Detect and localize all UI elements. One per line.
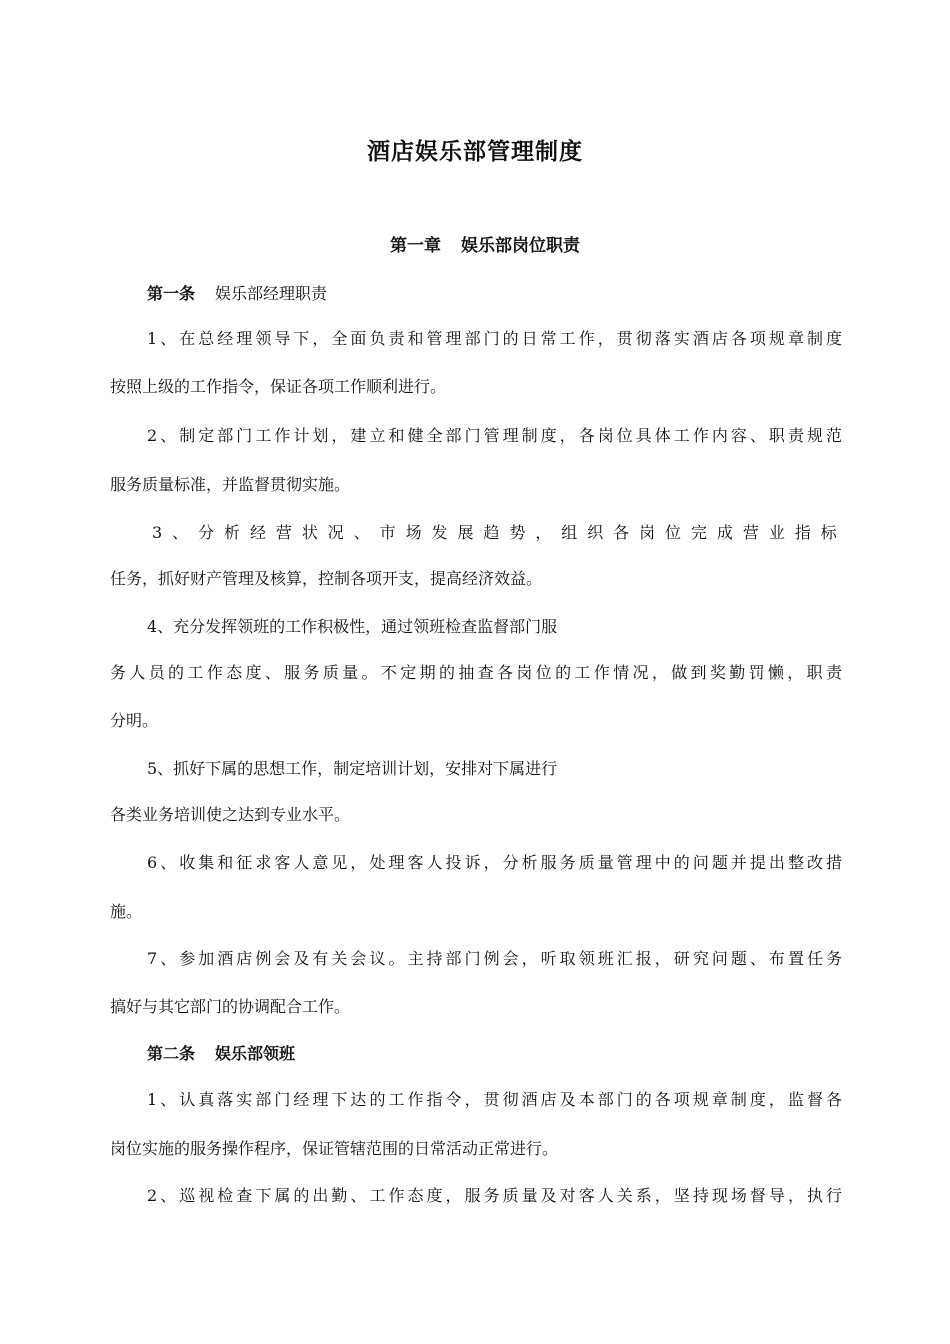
paragraph-line: 1、认真落实部门经理下达的工作指令，贯彻酒店及本部门的各项规章制度，监督各 [147,1090,842,1109]
paragraph-line: 各类业务培训使之达到专业水平。 [110,805,351,824]
paragraph-line: 务人员的工作态度、服务质量。不定期的抽查各岗位的工作情况，做到奖勤罚懒，职责 [110,663,842,682]
article-heading [147,280,842,308]
paragraph-line: 4、充分发挥领班的工作积极性，通过领班检查监督部门服 [147,617,558,636]
chapter-title: 娱乐部岗位职责 [461,236,580,256]
paragraph-line: 按照上级的工作指令，保证各项工作顺利进行。 [110,377,447,396]
paragraph-line: 分明。 [110,711,159,730]
chapter-heading [0,232,950,260]
paragraph-line: 岗位实施的服务操作程序，保证管辖范围的日常活动正常进行。 [110,1139,559,1158]
paragraph-line: 1、在总经理领导下，全面负责和管理部门的日常工作，贯彻落实酒店各项规章制度 [147,329,842,348]
article-title: 娱乐部经理职责 [215,284,328,303]
paragraph-line: 搞好与其它部门的协调配合工作。 [110,997,351,1016]
chapter-label: 第一章 [390,236,441,256]
paragraph-line: 5、抓好下属的思想工作，制定培训计划，安排对下属进行 [147,759,558,778]
paragraph-line: 施。 [110,902,143,921]
paragraph-line: 3、分析经营状况、市场发展趋势，组织各岗位完成营业指标 [152,523,842,542]
paragraph-line: 2、巡视检查下属的出勤、工作态度，服务质量及对客人关系，坚持现场督导，执行 [147,1186,842,1205]
article-heading [147,1040,842,1068]
article-label: 第一条 [147,284,196,303]
document-title: 酒店娱乐部管理制度 [367,139,583,165]
article-label: 第二条 [147,1044,196,1063]
paragraph-line: 7、参加酒店例会及有关会议。主持部门例会，听取领班汇报，研究问题、布置任务 [147,949,842,968]
paragraph-line: 2、制定部门工作计划，建立和健全部门管理制度，各岗位具体工作内容、职责规范 [147,426,842,445]
paragraph-line: 任务，抓好财产管理及核算，控制各项开支，提高经济效益。 [110,569,543,588]
paragraph-line: 服务质量标准，并监督贯彻实施。 [110,475,351,494]
paragraph-line: 6、收集和征求客人意见，处理客人投诉，分析服务质量管理中的问题并提出整改措 [147,853,842,872]
article-title: 娱乐部领班 [215,1044,296,1063]
